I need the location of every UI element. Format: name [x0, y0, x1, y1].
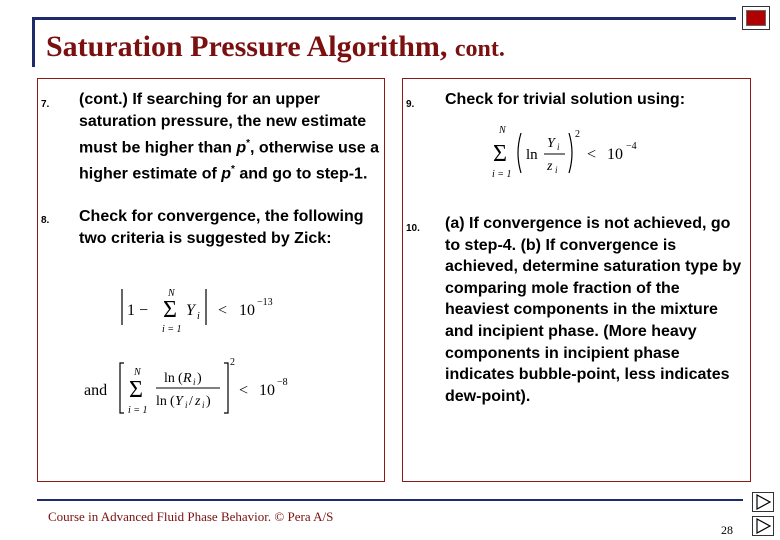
- zick-criterion-1-equation: [118, 279, 308, 339]
- svg-text:): ): [197, 371, 202, 386]
- svg-text:(: (: [170, 394, 175, 409]
- step-7-number: 7.: [41, 99, 50, 110]
- svg-text:Σ: Σ: [129, 377, 143, 403]
- svg-text:N: N: [168, 288, 175, 299]
- svg-text:Y: Y: [186, 302, 195, 319]
- title-top-rule: [32, 17, 736, 20]
- next-slide-button[interactable]: [752, 492, 774, 512]
- svg-text:i = 1: i = 1: [162, 324, 182, 335]
- svg-text:−13: −13: [257, 297, 273, 308]
- svg-text:/: /: [189, 394, 193, 409]
- step-8-text: Check for convergence, the following two criteria is suggested by Zick:: [79, 208, 364, 247]
- svg-text:<: <: [239, 382, 249, 399]
- play-right-icon: [753, 517, 773, 535]
- svg-text:and: and: [84, 382, 108, 399]
- left-panel: [37, 78, 385, 482]
- step-10-text: (a) If convergence is not achieved, go to step-4. (b) If convergence is achieved, determine saturation type by comparing mole fraction of the heaviest components in the mixture and incipient phase. (More heavy components in incipient phase indicates bubble-point, less indicates dew-point).: [445, 215, 742, 405]
- svg-text:ln: ln: [156, 394, 167, 409]
- svg-text:N: N: [499, 125, 506, 136]
- trivial-solution-equation: [489, 117, 659, 183]
- svg-text:10: 10: [239, 302, 255, 319]
- right-panel: [402, 78, 751, 482]
- step-9-number: 9.: [406, 99, 415, 110]
- last-slide-button[interactable]: [752, 516, 774, 536]
- svg-text:N: N: [134, 367, 141, 378]
- svg-text:i = 1: i = 1: [128, 405, 148, 416]
- play-right-icon: [753, 493, 773, 511]
- svg-text:<: <: [218, 302, 228, 319]
- svg-text:1: 1: [127, 302, 135, 319]
- svg-text:Y: Y: [175, 394, 183, 409]
- svg-text:−8: −8: [277, 377, 288, 388]
- svg-text:10: 10: [259, 382, 275, 399]
- svg-text:(: (: [178, 371, 183, 386]
- svg-text:Σ: Σ: [493, 141, 507, 167]
- svg-text:): ): [206, 394, 211, 409]
- svg-text:<: <: [587, 146, 597, 163]
- svg-text:Σ: Σ: [163, 297, 177, 323]
- svg-text:Y: Y: [547, 136, 555, 151]
- svg-text:i: i: [557, 142, 560, 152]
- svg-text:2: 2: [575, 129, 580, 140]
- title-left-rule: [32, 17, 35, 67]
- svg-text:ln: ln: [164, 371, 175, 386]
- svg-text:10: 10: [607, 146, 623, 163]
- svg-text:i = 1: i = 1: [492, 169, 512, 180]
- svg-text:z: z: [547, 159, 553, 174]
- svg-text:R: R: [183, 371, 192, 386]
- svg-text:−4: −4: [626, 141, 637, 152]
- svg-text:i: i: [202, 400, 205, 410]
- step-10-number: 10.: [406, 223, 420, 234]
- svg-text:i: i: [193, 377, 196, 387]
- slide-menu-icon[interactable]: [742, 6, 770, 30]
- footer-course-credit: Course in Advanced Fluid Phase Behavior. © Pera A/S: [48, 509, 334, 524]
- svg-text:i: i: [197, 311, 200, 322]
- page-number: 28: [721, 523, 733, 537]
- step-7-text: (cont.) If searching for an upper saturation pressure, the new estimate must be higher than p*, otherwise use a higher estimate of p* and go to step-1.: [79, 91, 379, 183]
- svg-text:−: −: [139, 302, 149, 319]
- svg-text:2: 2: [230, 357, 235, 368]
- footer-rule: [37, 499, 743, 501]
- svg-text:z: z: [195, 394, 201, 409]
- zick-criterion-2-equation: [84, 351, 304, 421]
- svg-text:i: i: [555, 165, 558, 175]
- step-9-text: Check for trivial solution using:: [445, 91, 686, 108]
- svg-text:ln: ln: [526, 147, 538, 163]
- svg-text:i: i: [185, 400, 188, 410]
- page-title: Saturation Pressure Algorithm, cont.: [46, 30, 505, 63]
- step-8-number: 8.: [41, 215, 50, 226]
